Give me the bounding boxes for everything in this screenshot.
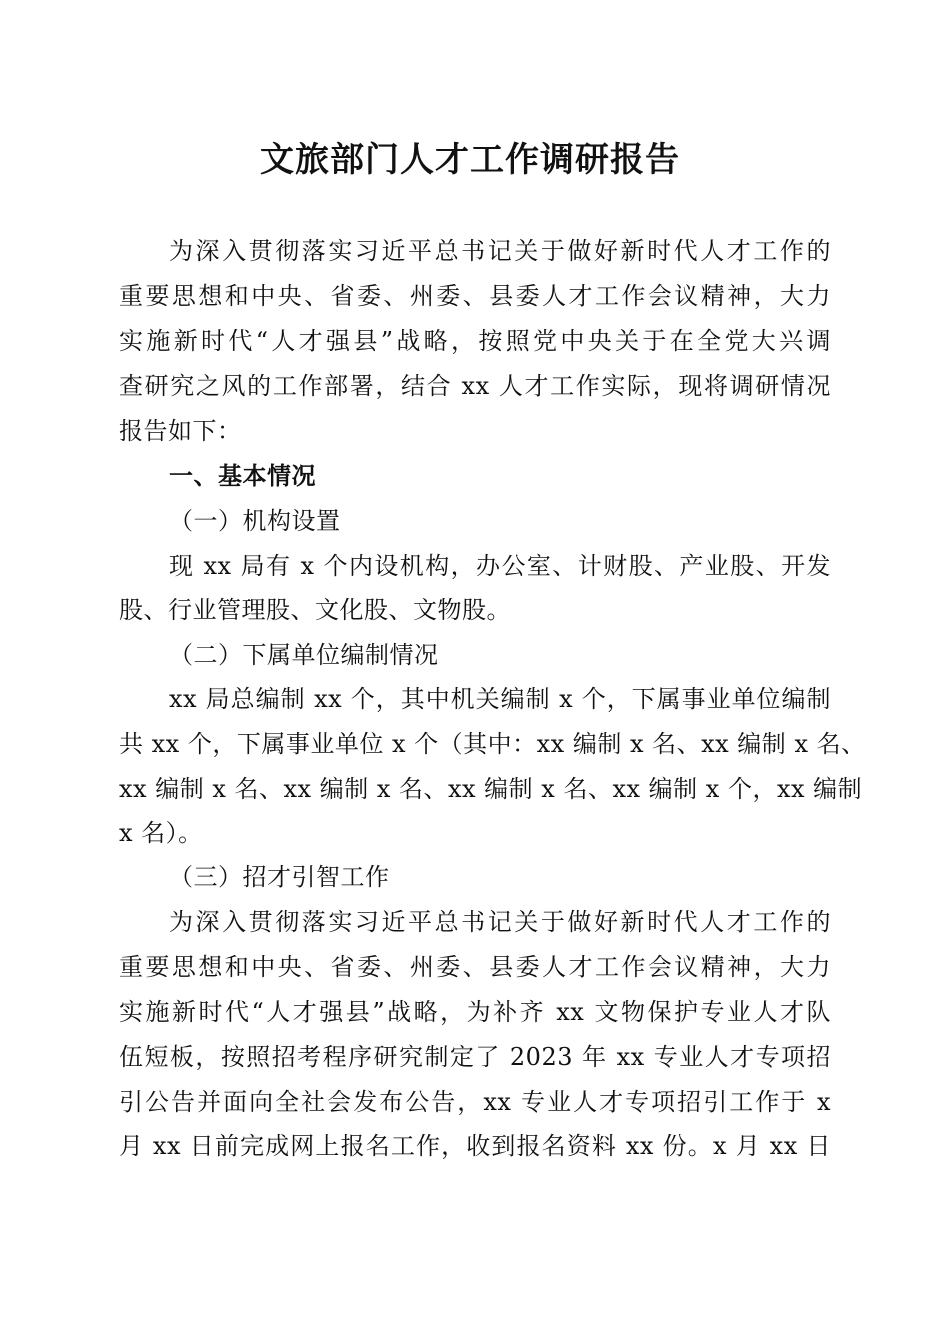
section-heading: 一、基本情况: [169, 462, 316, 490]
intro-line: 报告如下：: [119, 417, 242, 445]
subsection-heading: （三）招才引智工作: [169, 863, 390, 891]
body-line: 共 xx 个，下属事业单位 x 个（其中：xx 编制 x 名、xx 编制 x 名、: [119, 730, 866, 758]
body-line: x 名）。: [119, 819, 203, 847]
intro-line: 为深入贯彻落实习近平总书记关于做好新时代人才工作的: [169, 237, 831, 265]
intro-line: 查研究之风的工作部署，结合 xx 人才工作实际，现将调研情况: [119, 372, 831, 400]
document-title: 文旅部门人才工作调研报告: [260, 140, 680, 180]
subsection-heading: （一）机构设置: [169, 507, 341, 535]
intro-line: 实施新时代“人才强县”战略，按照党中央关于在全党大兴调: [119, 327, 831, 355]
body-line: 现 xx 局有 x 个内设机构，办公室、计财股、产业股、开发: [169, 552, 831, 580]
body-line: 实施新时代“人才强县”战略，为补齐 xx 文物保护专业人才队: [119, 998, 831, 1026]
body-line: 股、行业管理股、文化股、文物股。: [119, 596, 511, 624]
body-line: xx 局总编制 xx 个，其中机关编制 x 个，下属事业单位编制: [169, 685, 831, 713]
body-line: 伍短板，按照招考程序研究制定了 2023 年 xx 专业人才专项招: [119, 1043, 831, 1071]
subsection-heading: （二）下属单位编制情况: [169, 641, 439, 669]
body-line: xx 编制 x 名、xx 编制 x 名、xx 编制 x 名、xx 编制 x 个，xx 编制: [119, 775, 863, 803]
body-line: 引公告并面向全社会发布公告，xx 专业人才专项招引工作于 x: [119, 1088, 831, 1116]
body-line: 重要思想和中央、省委、州委、县委人才工作会议精神，大力: [119, 953, 831, 981]
body-line: 月 xx 日前完成网上报名工作，收到报名资料 xx 份。x 月 xx 日: [119, 1132, 831, 1160]
intro-line: 重要思想和中央、省委、州委、县委人才工作会议精神，大力: [119, 282, 831, 310]
body-line: 为深入贯彻落实习近平总书记关于做好新时代人才工作的: [169, 908, 831, 936]
